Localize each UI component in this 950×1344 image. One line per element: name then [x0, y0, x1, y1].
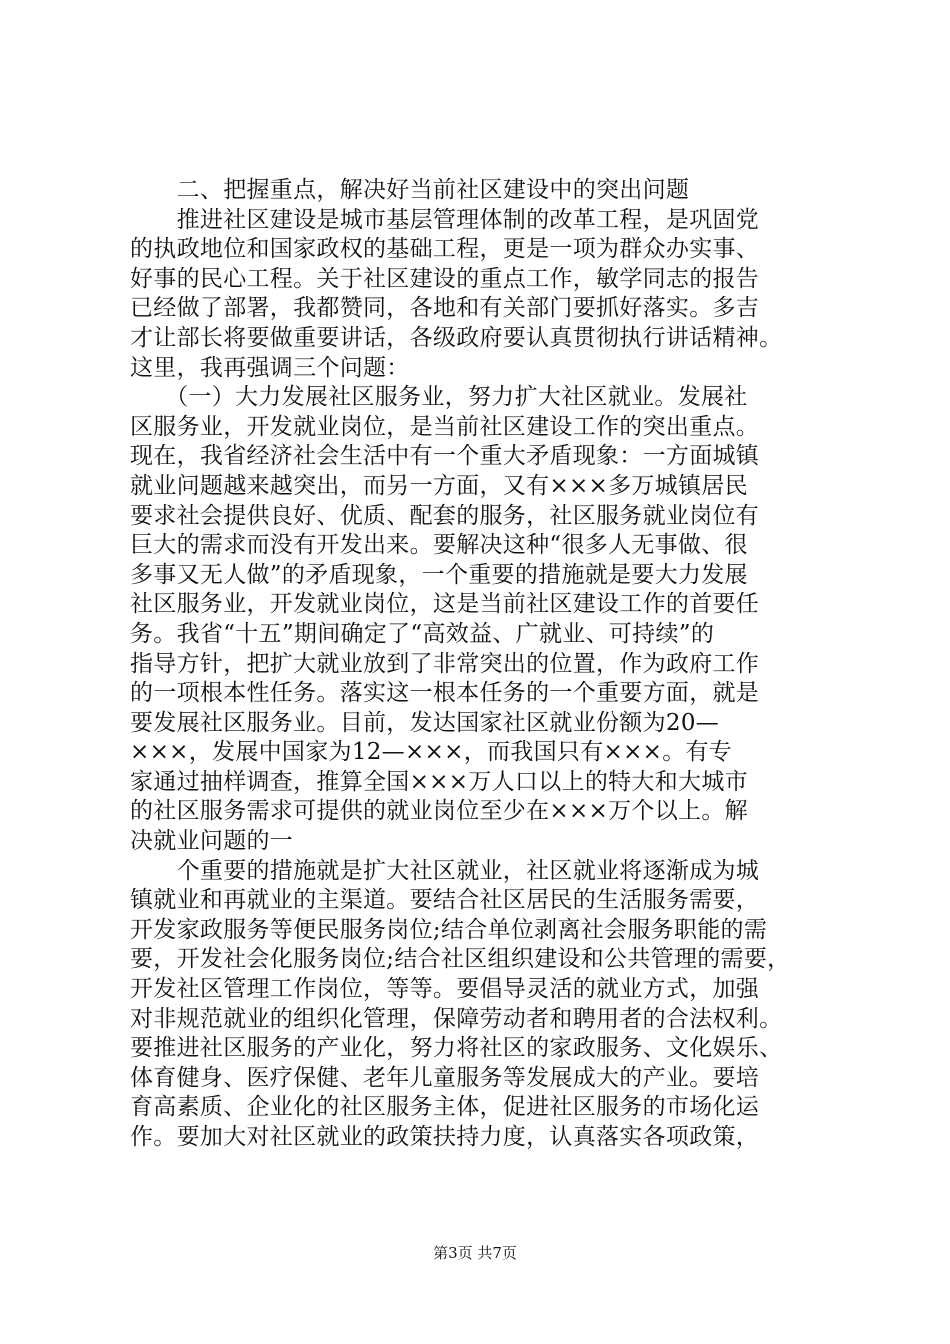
text-line: 的一项根本性任务。落实这一根本任务的一个重要方面，就是 [130, 680, 760, 707]
text-line: 要，开发社会化服务岗位;结合社区组织建设和公共管理的需要， [130, 946, 791, 973]
page-footer: 第3页 共7页 [433, 1244, 517, 1262]
text-line: 镇就业和再就业的主渠道。要结合社区居民的生活服务需要， [130, 887, 760, 914]
text-line: 这里，我再强调三个问题： [130, 354, 410, 381]
text-line: （一）大力发展社区服务业，努力扩大社区就业。发展社 [130, 384, 748, 411]
text-line: 家通过抽样调查，推算全国×××万人口以上的特大和大城市 [130, 768, 748, 795]
text-line: 现在，我省经济社会生活中有一个重大矛盾现象：一方面城镇 [130, 443, 760, 470]
text-line: 要发展社区服务业。目前，发达国家社区就业份额为20— [130, 709, 720, 736]
text-line: 务。我省“十五”期间确定了“高效益、广就业、可持续”的 [130, 620, 715, 647]
text-line: 作。要加大对社区就业的政策扶持力度，认真落实各项政策， [130, 1124, 760, 1150]
text-line: 要推进社区服务的产业化，努力将社区的家政服务、文化娱乐、 [130, 1035, 783, 1062]
text-line: 推进社区建设是城市基层管理体制的改革工程，是巩固党 [130, 206, 760, 233]
text-line: 育高素质、企业化的社区服务主体，促进社区服务的市场化运 [130, 1094, 760, 1121]
text-line: 开发社区管理工作岗位，等等。要倡导灵活的就业方式，加强 [130, 976, 760, 1003]
text-line: 体育健身、医疗保健、老年儿童服务等发展成大的产业。要培 [130, 1064, 760, 1091]
text-line: ×××，发展中国家为12—×××，而我国只有×××。有专 [130, 739, 733, 766]
text-line: 已经做了部署，我都赞同，各地和有关部门要抓好落实。多吉 [130, 295, 760, 322]
text-line: 要求社会提供良好、优质、配套的服务，社区服务就业岗位有 [130, 502, 760, 529]
text-line: 区服务业，开发就业岗位，是当前社区建设工作的突出重点。 [130, 413, 760, 440]
text-line: 就业问题越来越突出，而另一方面，又有×××多万城镇居民 [130, 472, 748, 499]
text-line: 的社区服务需求可提供的就业岗位至少在×××万个以上。解 [130, 798, 748, 825]
text-line: 多事又无人做”的矛盾现象，一个重要的措施就是要大力发展 [130, 561, 748, 588]
text-line: 才让部长将要做重要讲话，各级政府要认真贯彻执行讲话精神。 [130, 324, 783, 351]
body-text [130, 176, 850, 1153]
text-line: 对非规范就业的组织化管理，保障劳动者和聘用者的合法权利。 [130, 1005, 783, 1032]
text-line: 指导方针，把扩大就业放到了非常突出的位置，作为政府工作 [130, 650, 760, 677]
text-line: 个重要的措施就是扩大社区就业，社区就业将逐渐成为城 [130, 857, 760, 884]
text-line: 好事的民心工程。关于社区建设的重点工作，敏学同志的报告 [130, 265, 760, 292]
text-line: 决就业问题的一 [130, 828, 294, 855]
text-line: 社区服务业，开发就业岗位，这是当前社区建设工作的首要任 [130, 591, 760, 618]
text-line: 开发家政服务等便民服务岗位;结合单位剥离社会服务职能的需 [130, 916, 768, 943]
text-line: 二、把握重点，解决好当前社区建设中的突出问题 [130, 177, 690, 203]
text-line: 的执政地位和国家政权的基础工程，更是一项为群众办实事、 [130, 236, 760, 263]
text-line: 巨大的需求而没有开发出来。要解决这种“很多人无事做、很 [130, 532, 748, 559]
